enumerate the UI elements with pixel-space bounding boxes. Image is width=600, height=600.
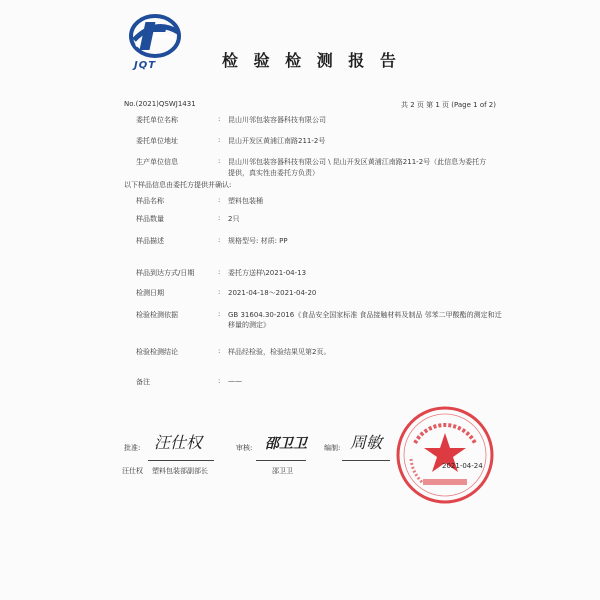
approve-name: 汪仕权 [122,467,143,475]
prepare-label: 编制: [324,444,341,452]
sample-name-value: 塑料包装桶 [228,197,263,205]
client-note: 以下样品信息由委托方提供并确认: [124,181,232,189]
approve-label: 批准: [124,444,141,452]
test-date-value: 2021-04-18～2021-04-20 [228,289,317,297]
colon: : [218,288,221,296]
basis-label: 检验检测依据 [136,311,178,319]
stamp-date: 2021-04-24 [442,462,483,470]
colon: : [218,136,221,144]
review-signature: 邵卫卫 [265,436,307,452]
approve-signature: 汪仕权 [154,433,203,452]
client-name-value: 昆山川邻包装容器科技有限公司 [228,116,326,124]
report-title: 检 验 检 测 报 告 [222,51,401,70]
prepare-line [342,460,390,461]
basis-value-line2: 移量的测定》 [228,321,270,329]
remark-label: 备注 [136,378,150,386]
prepare-signature: 周敏 [350,433,383,452]
remark-value: —— [228,377,242,385]
client-address-value: 昆山开发区黄浦江南路211-2号 [228,137,326,145]
review-name: 邵卫卫 [272,467,293,475]
page-info: 共 2 页 第 1 页 (Page 1 of 2) [401,101,496,109]
colon: : [218,115,221,123]
conclusion-label: 检验检测结论 [136,348,178,356]
colon: : [218,268,221,276]
sample-desc-value: 规格型号: 材质: PP [228,237,288,245]
colon: : [218,310,221,318]
producer-value-line2: 提供，真实性由委托方负责） [228,169,319,177]
official-seal-stamp [393,403,497,507]
sample-name-label: 样品名称 [136,197,164,205]
client-name-label: 委托单位名称 [136,116,178,124]
colon: : [218,236,221,244]
approve-line [148,460,214,461]
report-number: No.(2021)QSWJ1431 [124,100,196,108]
colon: : [218,196,221,204]
review-label: 审核: [236,444,253,452]
arrival-label: 样品到达方式/日期 [136,269,195,277]
colon: : [218,214,221,222]
colon: : [218,157,221,165]
client-address-label: 委托单位地址 [136,137,178,145]
logo-text: JQT [134,60,157,71]
colon: : [218,377,221,385]
arrival-value: 委托方送样\2021-04-13 [228,269,307,277]
producer-value-line1: 昆山川邻包装容器科技有限公司 \ 昆山开发区黄浦江南路211-2号（此信息为委托方 [228,158,487,166]
conclusion-value: 样品经检验，检验结果见第2页。 [228,348,331,356]
colon: : [218,347,221,355]
sample-qty-value: 2只 [228,215,240,223]
review-line [256,460,306,461]
producer-label: 生产单位信息 [136,158,178,166]
sample-desc-label: 样品描述 [136,237,164,245]
sample-qty-label: 样品数量 [136,215,164,223]
approve-title: 塑料包装部副部长 [152,467,208,475]
test-date-label: 检测日期 [136,289,164,297]
basis-value-line1: GB 31604.30-2016《食品安全国家标准 食品接触材料及制品 邻苯二甲酸酯的测定和迁 [228,311,502,319]
